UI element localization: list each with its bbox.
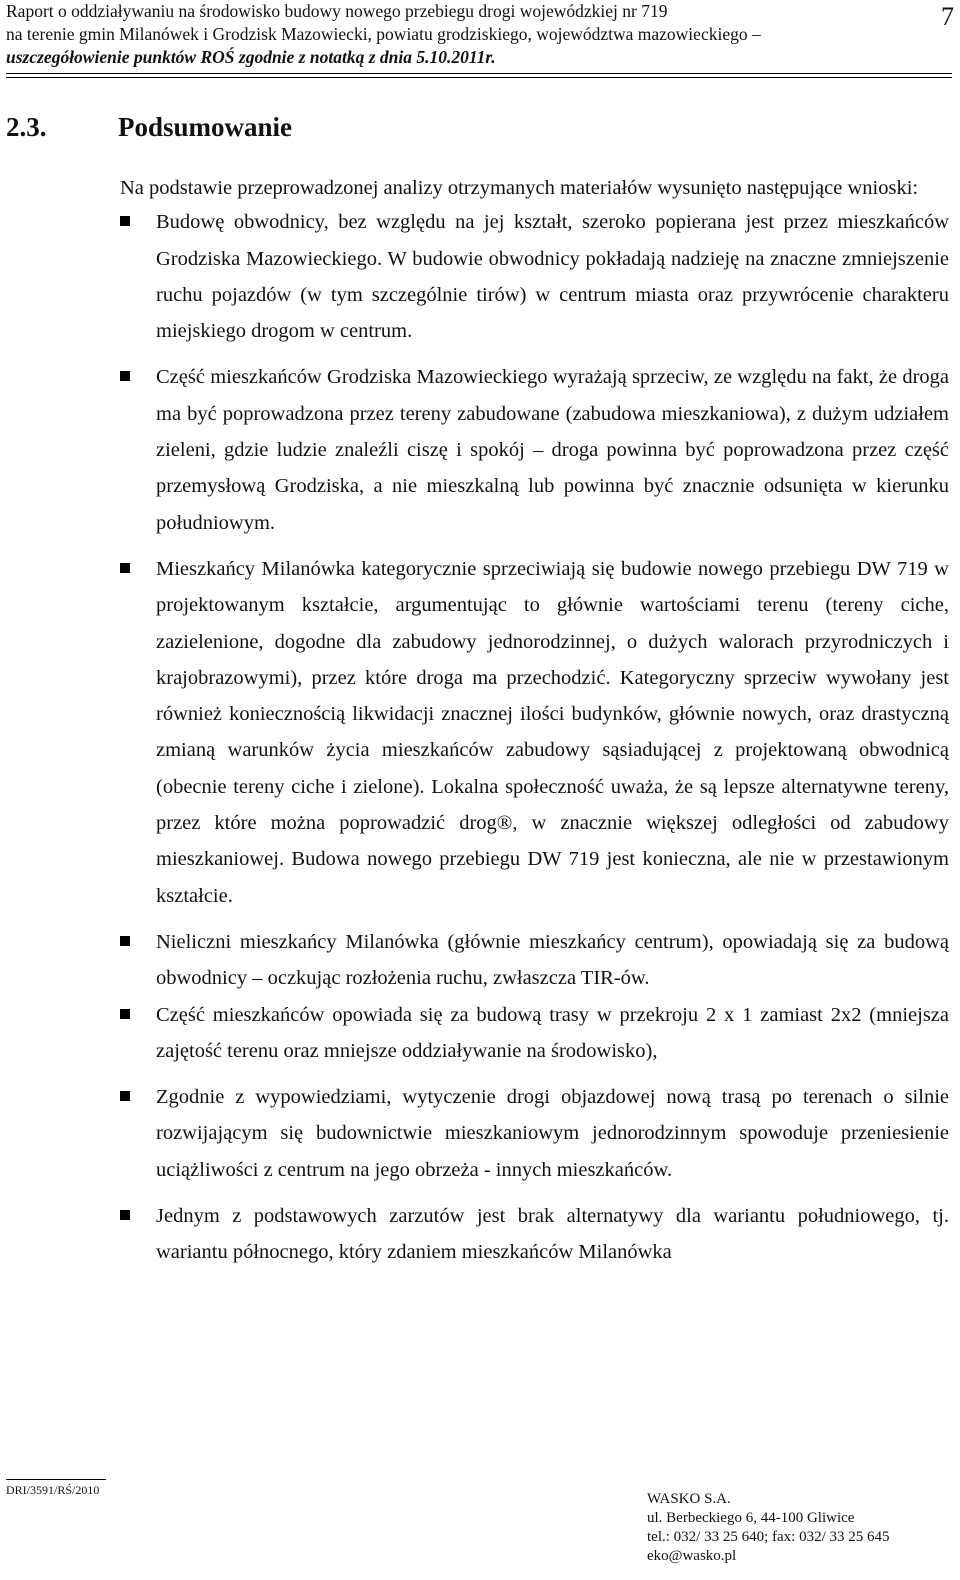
square-bullet-icon — [120, 216, 130, 226]
document-body — [120, 170, 949, 1271]
square-bullet-icon — [120, 1091, 130, 1101]
list-item-text: Budowę obwodnicy, bez względu na jej kształt, szeroko popierana jest przez mieszkańców Grodziska Mazowieckiego. W budowie obwodnicy pokładają nadzieję na znaczne zmniejszenie ruchu pojazdów (w tym szczególnie tirów) w centrum miasta oraz przywrócenie charakteru miejskiego drogom w centrum. — [156, 211, 949, 343]
header-title-line-2: na terenie gmin Milanówek i Grodzisk Mazowiecki, powiatu grodziskiego, województwa mazowieckiego – — [6, 24, 761, 44]
square-bullet-icon — [120, 371, 130, 381]
list-item — [120, 924, 949, 997]
company-info — [647, 1490, 889, 1566]
square-bullet-icon — [120, 1009, 130, 1019]
conclusions-list — [120, 204, 949, 1270]
list-item-text: Mieszkańcy Milanówka kategorycznie sprzeciwiają się budowie nowego przebiegu DW 719 w projektowanym kształcie, argumentując to głównie wartościami terenu (tereny ciche, zazielenione, dogodne dla zabudowy jednorodzinnej, o dużych walorach przyrodniczych i krajobrazowymi), przez które droga ma przechodzić. Kategoryczny sprzeciw wywołany jest również koniecznością likwidacji znacznej ilości budynków, głównie nowych, oraz drastyczną zmianą warunków życia mieszkańców zabudowy sąsiadującej z projektowaną obwodnicą (obecnie tereny ciche i zielone). Lokalna społeczność uważa, że są lepsze alternatywne tereny, przez które można poprowadzić drog®, w znacznie większej odległości od zabudowy mieszkaniowej. Budowa nowego przebiegu DW 719 jest konieczna, ale nie w przestawionym kształcie. — [156, 557, 949, 907]
list-item-text: Zgodnie z wypowiedziami, wytyczenie drogi objazdowej nową trasą po terenach o silnie rozwijającym się budownictwie mieszkaniowym jednorodzinnym spowoduje przeniesienie uciążliwości z centrum na jego obrzeża - innych mieszkańców. — [156, 1086, 949, 1181]
list-item-text: Nieliczni mieszkańcy Milanówka (głównie mieszkańcy centrum), opowiadają się za budową obwodnicy – oczkując rozłożenia ruchu, zwłaszcza TIR-ów. — [156, 930, 949, 990]
page-number: 7 — [941, 2, 954, 31]
list-item — [120, 359, 949, 540]
list-item — [120, 204, 949, 349]
company-email: eko@wasko.pl — [647, 1548, 737, 1564]
list-item — [120, 1079, 949, 1188]
document-code: DRI/3591/RŚ/2010 — [6, 1483, 100, 1497]
page-header — [6, 0, 954, 69]
square-bullet-icon — [120, 1210, 130, 1220]
header-title-line-3: uszczegółowienie punktów ROŚ zgodnie z notatką z dnia 5.10.2011r. — [6, 47, 496, 67]
header-divider-top — [6, 73, 952, 74]
list-item-text: Część mieszkańców opowiada się za budową trasy w przekroju 2 x 1 zamiast 2x2 (mniejsza zajętość terenu oraz mniejsze oddziaływanie na środowisko), — [156, 1003, 949, 1062]
list-item — [120, 997, 949, 1070]
company-phone: tel.: 032/ 33 25 640; fax: 032/ 33 25 645 — [647, 1529, 890, 1545]
section-number: 2.3. — [6, 112, 47, 142]
square-bullet-icon — [120, 936, 130, 946]
footer-divider — [6, 1479, 106, 1480]
list-item — [120, 1198, 949, 1271]
header-divider-bottom — [6, 77, 952, 78]
company-address: ul. Berbeckiego 6, 44-100 Gliwice — [647, 1510, 855, 1526]
list-item-text: Część mieszkańców Grodziska Mazowieckiego wyrażają sprzeciw, ze względu na fakt, że droga ma być poprowadzona przez tereny zabudowane (zabudowa mieszkaniowa), z dużym udziałem zieleni, gdzie ludzie znaleźli ciszę i spokój – droga powinna być poprowadzona przez część przemysłową Grodziska, a nie mieszkalną lub powinna być znacznie odsunięta w kierunku południowym. — [156, 366, 949, 534]
header-title-line-1: Raport o oddziaływaniu na środowisko budowy nowego przebiegu drogi wojewódzkiej nr 719 — [6, 1, 668, 21]
square-bullet-icon — [120, 563, 130, 573]
section-heading — [6, 112, 292, 143]
list-item-text: Jednym z podstawowych zarzutów jest brak alternatywy dla wariantu południowego, tj. wariantu północnego, który zdaniem mieszkańców Milanówka — [156, 1205, 949, 1264]
intro-paragraph: Na podstawie przeprowadzonej analizy otrzymanych materiałów wysunięto następujące wnioski: — [120, 177, 919, 199]
company-name: WASKO S.A. — [647, 1491, 731, 1507]
list-item — [120, 551, 949, 914]
section-title: Podsumowanie — [118, 112, 293, 142]
